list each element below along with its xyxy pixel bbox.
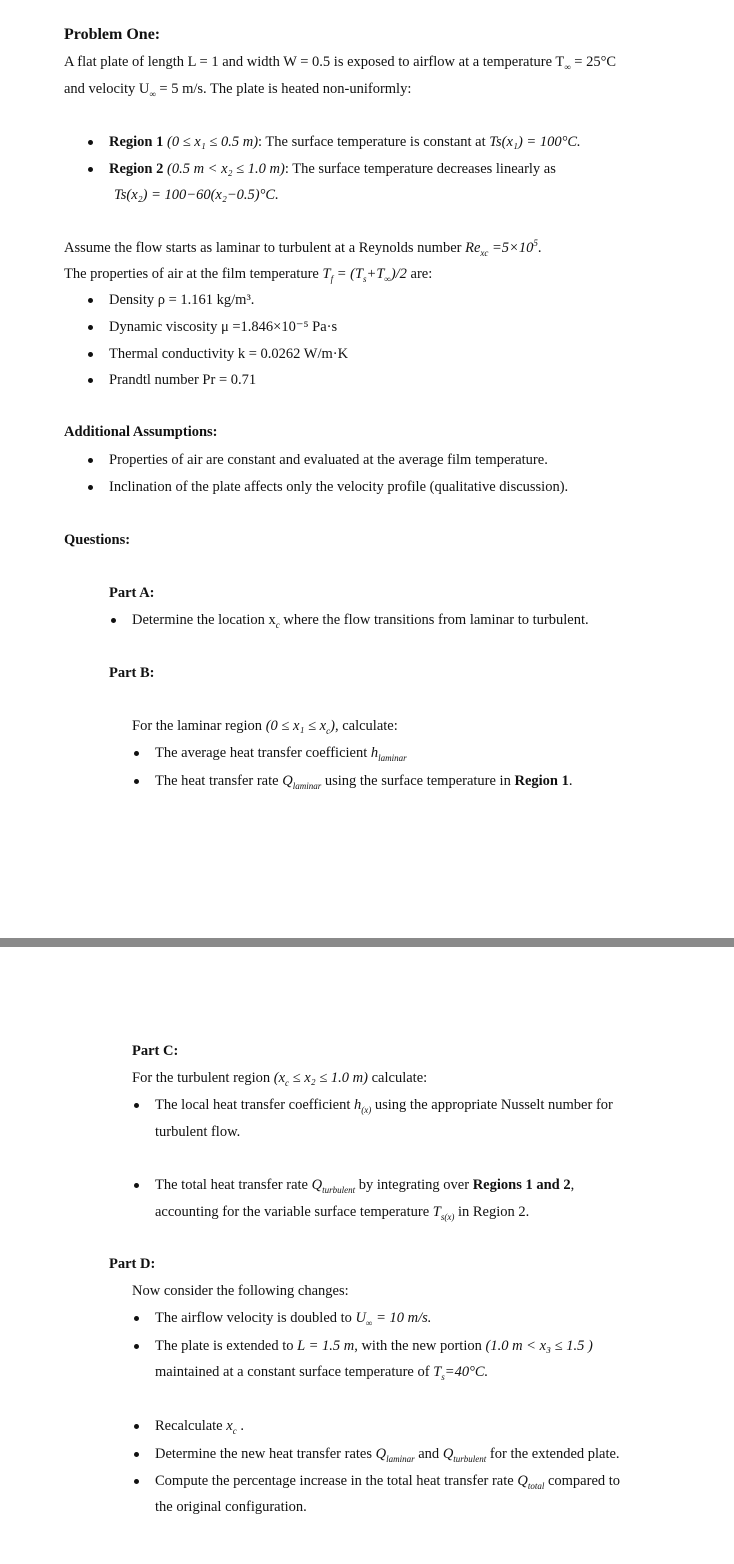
part-c-item-1: The local heat transfer coefficient $h_{(x)}$ using the appropriate Nusselt number for [155, 1097, 613, 1115]
part-d-item-5-cont: the original configuration. [155, 1499, 307, 1515]
assume-line-2: The properties of air at the film temperature $T_f = (T_s+T_\infty)/2$ are: [64, 266, 433, 284]
bullet-icon [88, 378, 93, 383]
problem-title: Problem One: [64, 26, 161, 43]
region-2-formula: Ts(x₂) = 100−60(x₂−0.5)°C. [114, 187, 279, 203]
bullet-icon [134, 1183, 139, 1188]
bullet-icon [134, 1344, 139, 1349]
region-2-item: Region 2 (0.5 m < x₂ ≤ 1.0 m): The surface temperature decreases linearly as [109, 161, 556, 177]
bullet-icon [134, 1316, 139, 1321]
bullet-icon [111, 618, 116, 623]
bullet-icon [88, 458, 93, 463]
part-d-item-1: The airflow velocity is doubled to $U_\infty = 10$ m/s. [155, 1310, 432, 1328]
part-d-item-2-cont: maintained at a constant surface temperature of $T_s=40^\circ C$. [155, 1364, 489, 1382]
questions-heading: Questions: [64, 532, 131, 548]
bullet-icon [88, 352, 93, 357]
part-c-heading: Part C: [132, 1043, 179, 1059]
intro-line-2: and velocity $U_\infty = 5$ m/s. The plate is heated non-uniformly: [64, 81, 412, 99]
bullet-icon [88, 325, 93, 330]
bullet-icon [88, 485, 93, 490]
page-divider [0, 938, 734, 947]
part-c-item-1-cont: turbulent flow. [155, 1124, 241, 1140]
part-b-intro: For the laminar region $(0 \le x_1 \le x_c)$, calculate: [132, 718, 398, 736]
additional-heading: Additional Assumptions: [64, 424, 218, 440]
bullet-icon [134, 1103, 139, 1108]
part-d-intro: Now consider the following changes: [132, 1283, 349, 1299]
bullet-icon [134, 1424, 139, 1429]
part-a-heading: Part A: [109, 585, 155, 601]
intro-line-1: A flat plate of length L = 1 and width W = 0.5 is exposed to airflow at a temperature $T_\infty = 25^\circ C$ [64, 54, 617, 72]
additional-item-1: Properties of air are constant and evaluated at the average film temperature. [109, 452, 548, 468]
bullet-icon [134, 1452, 139, 1457]
bullet-icon [88, 140, 93, 145]
property-viscosity: Dynamic viscosity μ =1.846×10⁻⁵ Pa·s [109, 319, 338, 335]
property-density: Density ρ = 1.161 kg/m³. [109, 292, 255, 308]
bullet-icon [134, 779, 139, 784]
part-c-item-2: The total heat transfer rate $Q_{turbulent}$ by integrating over Regions 1 and 2, [155, 1177, 575, 1195]
assume-line-1: Assume the flow starts as laminar to turbulent at a Reynolds number $Re_{xc} =5\times 10^5$. [64, 238, 542, 258]
property-prandtl: Prandtl number Pr = 0.71 [109, 372, 257, 388]
part-d-item-5: Compute the percentage increase in the total heat transfer rate $Q_{total}$ compared to [155, 1473, 621, 1491]
part-d-item-2: The plate is extended to L = 1.5 m, with the new portion (1.0 m < x₃ ≤ 1.5 ) [155, 1338, 593, 1354]
additional-item-2: Inclination of the plate affects only the velocity profile (qualitative discussion). [109, 479, 569, 495]
part-b-item-2: The heat transfer rate $Q_{laminar}$ using the surface temperature in Region 1. [155, 773, 573, 791]
part-d-item-4: Determine the new heat transfer rates $Q_{laminar}$ and $Q_{turbulent}$ for the extended plate. [155, 1446, 620, 1464]
part-b-heading: Part B: [109, 665, 155, 681]
part-c-intro: For the turbulent region ($x_c \le x_2 \le 1.0$ m) calculate: [132, 1070, 428, 1088]
part-b-item-1: The average heat transfer coefficient $h_{laminar}$ [155, 745, 407, 763]
bullet-icon [134, 751, 139, 756]
bullet-icon [88, 167, 93, 172]
property-conductivity: Thermal conductivity k = 0.0262 W/m·K [109, 346, 349, 362]
part-d-heading: Part D: [109, 1256, 156, 1272]
bullet-icon [88, 298, 93, 303]
part-a-item: Determine the location $x_c$ where the flow transitions from laminar to turbulent. [132, 612, 589, 630]
bullet-icon [134, 1479, 139, 1484]
part-d-item-3: Recalculate $x_c$ . [155, 1418, 244, 1436]
part-c-item-2-cont: accounting for the variable surface temperature $T_{s(x)}$ in Region 2. [155, 1204, 530, 1222]
region-1-item: Region 1 (0 ≤ x₁ ≤ 0.5 m): The surface temperature is constant at Ts(x₁) = 100°C. [109, 134, 581, 150]
